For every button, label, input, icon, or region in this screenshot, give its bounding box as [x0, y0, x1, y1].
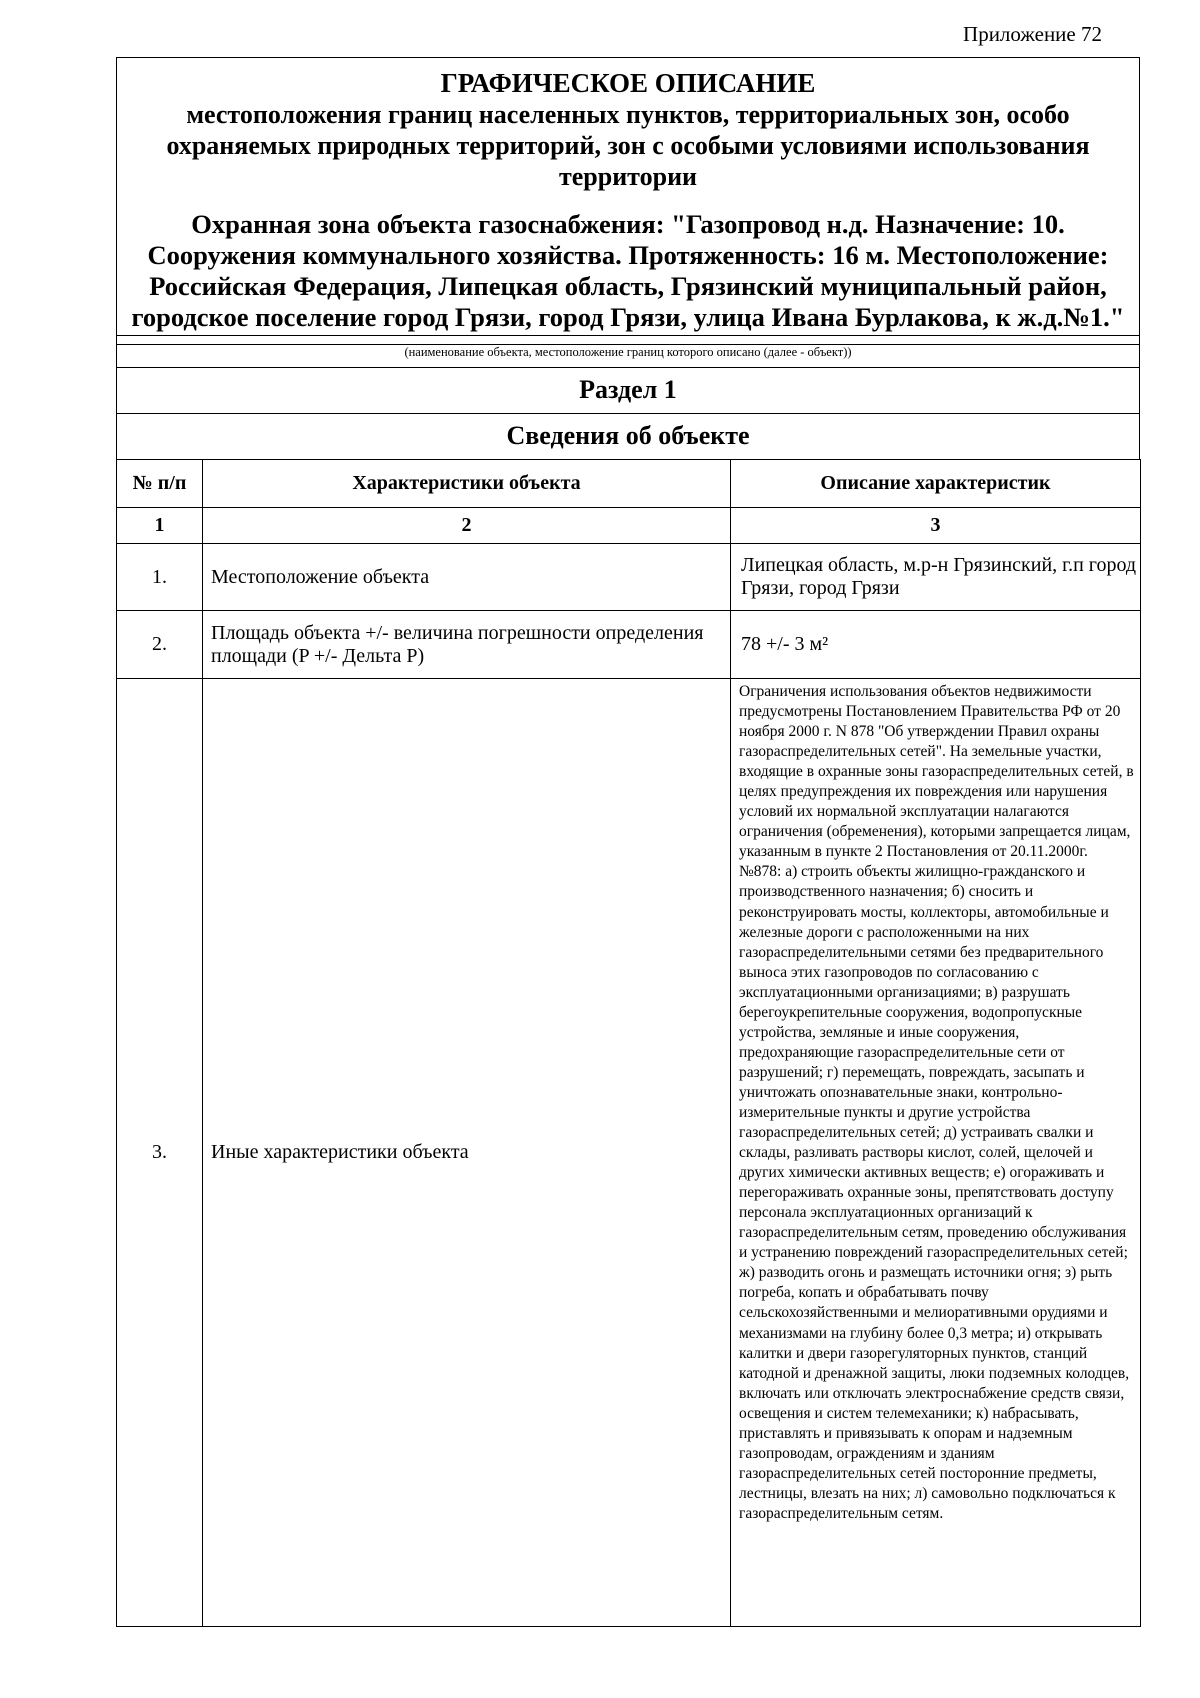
column-number-row	[117, 508, 1141, 544]
object-caption: (наименование объекта, местоположение границ которого описано (далее - объект))	[404, 345, 852, 359]
caption-block	[116, 335, 1140, 367]
row-characteristic: Иные характеристики объекта	[203, 679, 731, 1627]
row-description: Липецкая область, м.р-н Грязинский, г.п город Грязи, город Грязи	[731, 544, 1141, 611]
col-number-2: 2	[203, 508, 731, 544]
row-num: 2.	[117, 611, 203, 679]
document-title: ГРАФИЧЕСКОЕ ОПИСАНИЕ	[440, 68, 816, 98]
row-characteristic: Местоположение объекта	[203, 544, 731, 611]
table-row	[117, 611, 1141, 679]
table-header-row	[117, 460, 1141, 508]
row-description: Ограничения использования объектов недвижимости предусмотрены Постановлением Правительства РФ от 20 ноября 2000 г. N 878 "Об утверждении Правил охраны газораспределительных сетей". На земельные участки, входящие в охранные зоны газораспределительных сетей, в целях предупреждения их повреждения или нарушения условий их нормальной эксплуатации налагаются ограничения (обременения), которыми запрещается лицам, указанным в пункте 2 Постановления от 20.11.2000г. №878: а) строить объекты жилищно-гражданского и производственного назначения; б) сносить и реконструировать мосты, коллекторы, автомобильные и железные дороги с расположенными на них газораспределительными сетями без предварительного выноса этих газопроводов по согласованию с эксплуатационными организациями; в) разрушать берегоукрепительные сооружения, водопропускные устройства, земляные и иные сооружения, предохраняющие газораспределительные сети от разрушений; г) перемещать, повреждать, засыпать и уничтожать опознавательные знаки, контрольно-измерительные пункты и другие устройства газораспределительных сетей; д) устраивать свалки и склады, разливать растворы кислот, солей, щелочей и других химически активных веществ; е) огораживать и перегораживать охранные зоны, препятствовать доступу персонала эксплуатационных организаций к газораспределительным сетям, проведению обслуживания и устранению повреждений газораспределительных сетей; ж) разводить огонь и размещать источники огня; з) рыть погреба, копать и обрабатывать почву сельскохозяйственными и мелиоративными орудиями и механизмами на глубину более 0,3 метра; и) открывать калитки и двери газорегуляторных пунктов, станций катодной и дренажной защиты, люки подземных колодцев, включать или отключать электроснабжение средств связи, освещения и систем телемеханики; к) набрасывать, приставлять и привязывать к опорам и надземным газопроводам, ограждениям и зданиям газораспределительных сетей посторонние предметы, лестницы, влезать на них; л) самовольно подключаться к газораспределительным сетям.	[731, 679, 1141, 1627]
section-label: Раздел 1	[116, 367, 1140, 413]
title-block	[116, 57, 1140, 335]
header-description: Описание характеристик	[731, 460, 1141, 508]
row-description: 78 +/- 3 м²	[731, 611, 1141, 679]
appendix-label: Приложение 72	[963, 22, 1102, 46]
row-characteristic: Площадь объекта +/- величина погрешности определения площади (P +/- Дельта P)	[203, 611, 731, 679]
header-characteristic: Характеристики объекта	[203, 460, 731, 508]
col-number-1: 1	[117, 508, 203, 544]
table-row	[117, 544, 1141, 611]
document-subtitle: местоположения границ населенных пунктов, территориальных зон, особо охраняемых природных территорий, зон с особыми условиями использования территории	[166, 100, 1090, 191]
row-num: 3.	[117, 679, 203, 1627]
object-name: Охранная зона объекта газоснабжения: "Газопровод н.д. Назначение: 10. Сооружения коммунального хозяйства. Протяженность: 16 м. Местоположение: Российская Федерация, Липецкая область, Грязинский муниципальный район, городское поселение город Грязи, город Грязи, улица Ивана Бурлакова, к ж.д.№1."	[131, 209, 1125, 332]
header-num: № п/п	[117, 460, 203, 508]
table-row	[117, 679, 1141, 1627]
row-num: 1.	[117, 544, 203, 611]
document-frame	[116, 57, 1140, 1627]
col-number-3: 3	[731, 508, 1141, 544]
object-info-table	[116, 459, 1141, 1627]
section-heading: Сведения об объекте	[116, 413, 1140, 459]
